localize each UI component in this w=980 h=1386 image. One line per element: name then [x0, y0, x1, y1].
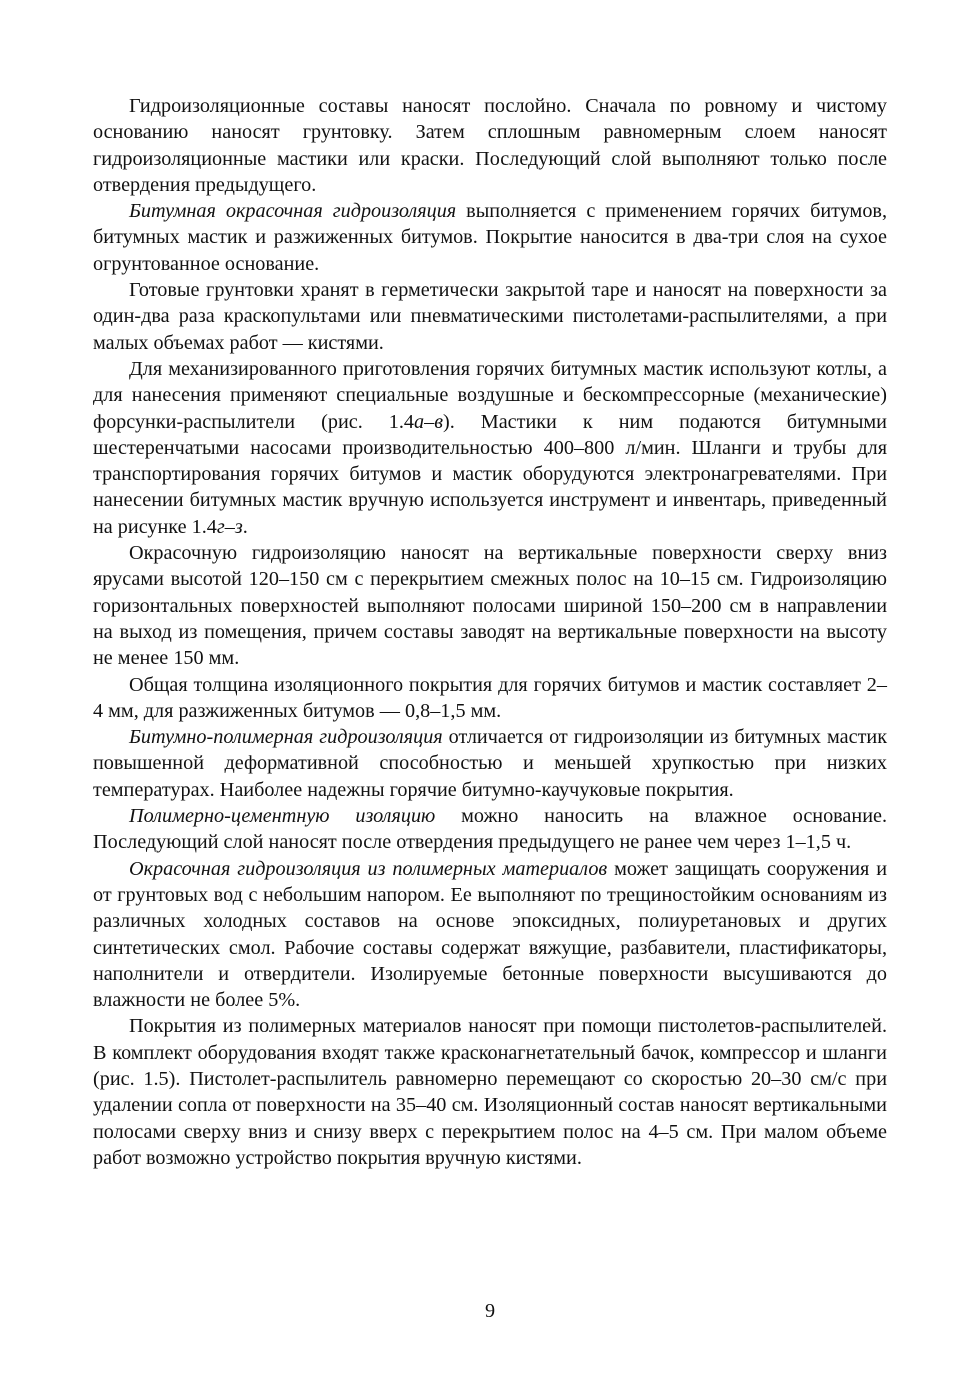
paragraph-7 — [93, 724, 887, 803]
paragraph-3 — [93, 277, 887, 356]
paragraph-term: Полимерно-цементную изоляцию — [129, 805, 436, 828]
paragraph-text: . — [242, 515, 248, 538]
paragraph-text: Общая толщина изоляционного покрытия для горячих битумов и мастик составляет 2–4 мм, для разжиженных битумов — 0,8–1,5 мм. — [93, 673, 887, 722]
figure-ref: г–з — [216, 515, 243, 538]
paragraph-text: Готовые грунтовки хранят в герметически закрытой таре и наносят на поверхности за один-два раза краскопультами или пневматическими пистолетами-распылителями, а при малых объемах работ — кистями. — [93, 279, 887, 354]
paragraph-text: Покрытия из полимерных материалов наносят при помощи пистолетов-распылителей. В комплект оборудования входят также красконагнетательный бачок, компрессор и шланги (рис. 1.5). Пистолет-распылитель равномерно перемещают со скоростью 20–30 см/с при удалении сопла от поверхности на 35–40 см. Изоляционный состав наносят вертикальными полосами сверху вниз и снизу вверх с перекрытием полос на 4–5 см. При малом объеме работ возможно устройство покрытия вручную кистями. — [93, 1015, 887, 1169]
paragraph-5 — [93, 540, 887, 671]
paragraph-term: Битумная окрасочная гидроизоляция — [129, 200, 457, 223]
paragraph-10 — [93, 1013, 887, 1171]
paragraph-text: Гидроизоляционные составы наносят послойно. Сначала по ровному и чистому основанию наносят грунтовку. Затем сплошным равномерным слоем наносят гидроизоляционные мастики или краски. Последующий слой выполняют только после отвердения предыдущего. — [93, 95, 887, 196]
paragraph-text: выполняется с применением горячих битумов, битумных мастик и разжиженных битумов. Покрытие наносится в два-три слоя на сухое огрунтованное основание. — [93, 200, 887, 275]
paragraph-2 — [93, 198, 887, 277]
paragraph-text: Для механизированного приготовления горячих битумных мастик используют котлы, а для нанесения применяют специальные воздушные и бескомпрессорные (механические) форсунки-распылители (рис. 1.4 — [93, 357, 887, 433]
paragraph-text: ). Мастики к ним подаются битумными шестеренчатыми насосами производительностью 400–800 л/мин. Шланги и трубы для транспортирования горячих битумов и мастик оборудуются электронагревателями. При нанесении битумных мастик вручную используется инструмент и инвентарь, приведенный на рисунке 1.4 — [93, 410, 887, 538]
paragraph-text: можно наносить на влажное основание. Последующий слой наносят после отвердения предыдущего не ранее чем через 1–1,5 ч. — [93, 805, 888, 854]
paragraph-text: может защищать сооружения и от грунтовых вод с небольшим напором. Ее выполняют по трещиностойким основаниям из различных холодных составов на основе эпоксидных, полиуретановых и других синтетических смол. Рабочие составы содержат вяжущие, разбавители, пластификаторы, наполнители и отвердители. Изолируемые бетонные поверхности высушиваются до влажности не более 5%. — [93, 857, 888, 1012]
paragraph-4 — [93, 356, 887, 540]
paragraph-1 — [93, 93, 887, 198]
paragraph-9 — [93, 856, 887, 1014]
document-page — [93, 93, 887, 1171]
paragraph-term: Окрасочная гидроизоляция из полимерных материалов — [129, 857, 608, 880]
paragraph-text: Окрасочную гидроизоляцию наносят на вертикальные поверхности сверху вниз ярусами высотой 120–150 см с перекрытием смежных полос на 10–15 см. Гидроизоляцию горизонтальных поверхностей выполняют полосами шириной 150–200 см в направлении на выход из помещения, причем составы заводят на вертикальные поверхности на высоту не менее 150 мм. — [93, 542, 887, 670]
paragraph-8 — [93, 803, 887, 856]
page-number: 9 — [484, 1300, 496, 1322]
paragraph-text: отличается от гидроизоляции из битумных мастик повышенной деформативной способностью и меньшей хрупкостью при низких температурах. Наиболее надежны горячие битумно-каучуковые покрытия. — [93, 726, 887, 801]
paragraph-6 — [93, 672, 887, 725]
figure-ref: а–в — [414, 410, 443, 433]
paragraph-term: Битумно-полимерная гидроизоляция — [129, 726, 443, 749]
